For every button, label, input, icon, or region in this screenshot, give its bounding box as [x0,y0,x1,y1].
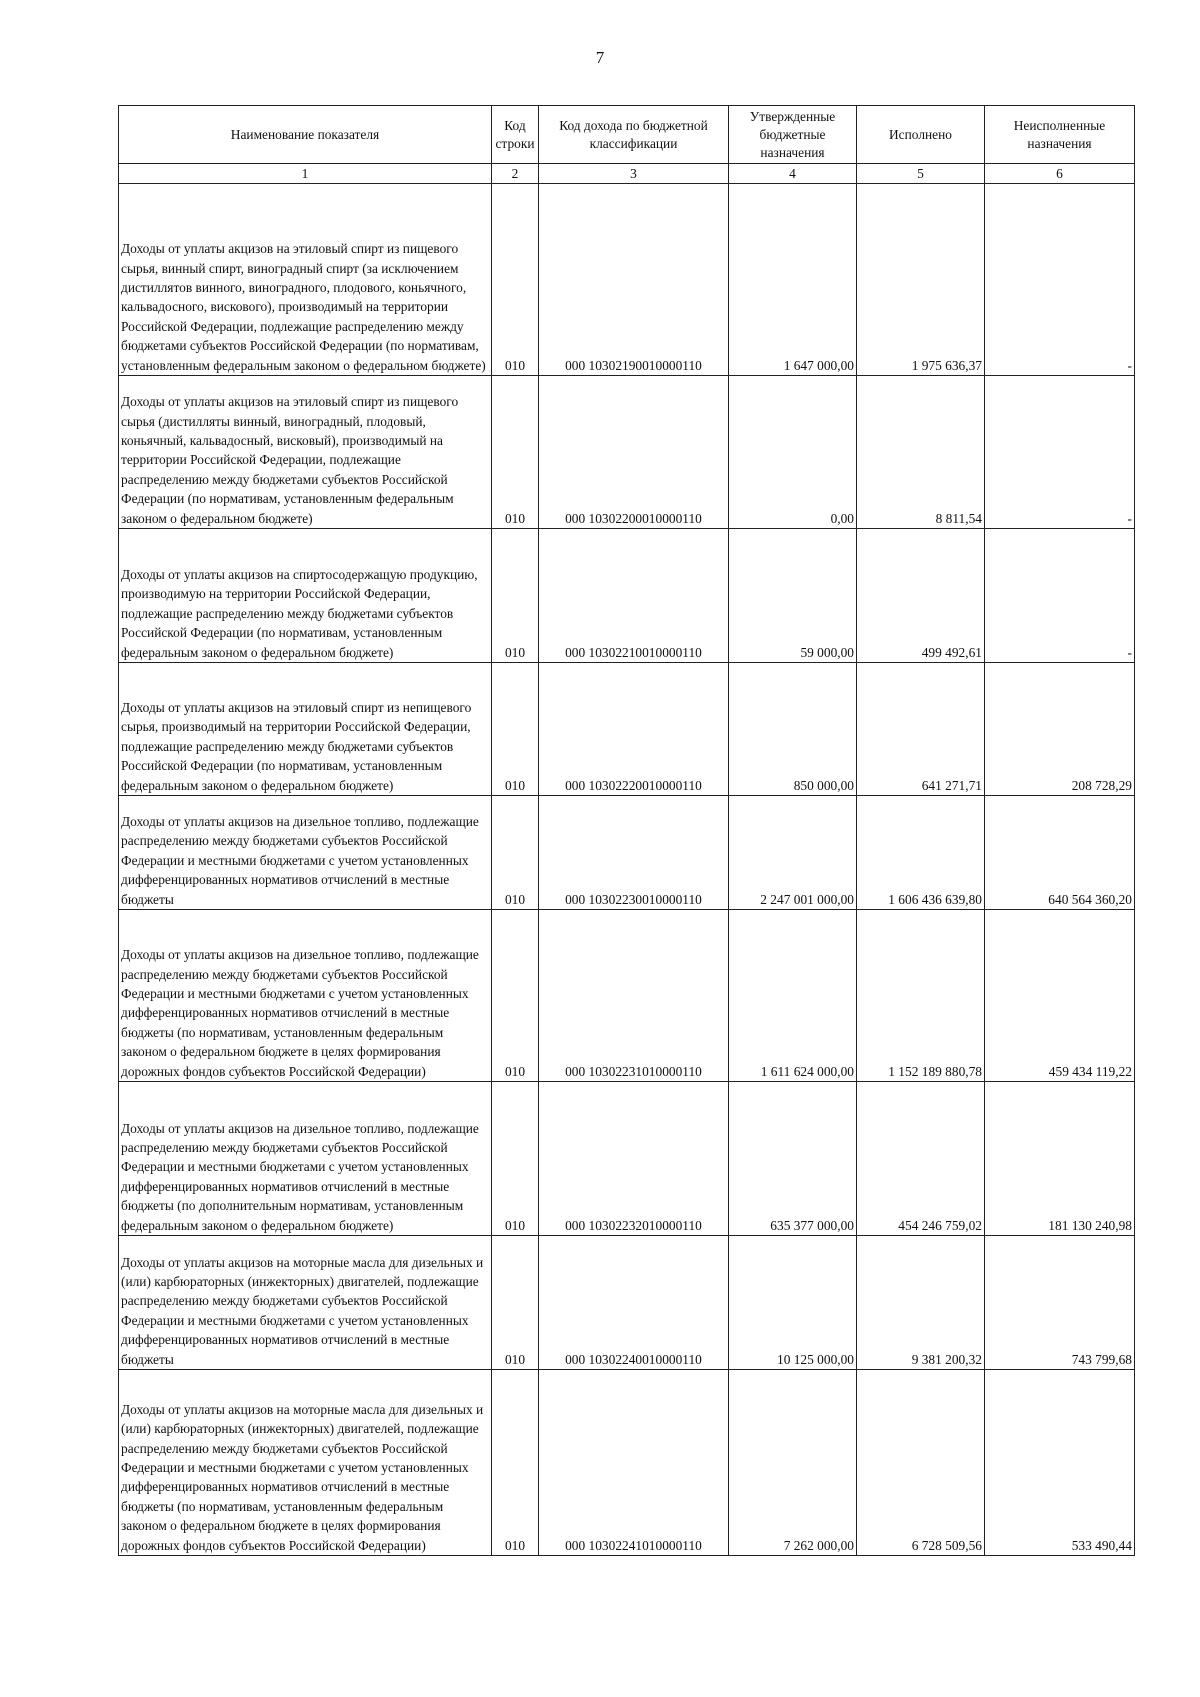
executed-amount: 499 492,61 [857,529,985,663]
column-number: 3 [539,164,729,184]
column-number: 5 [857,164,985,184]
indicator-name: Доходы от уплаты акцизов на моторные масла для дизельных и (или) карбюраторных (инжекторных) двигателей, подлежащие распределению между бюджетами субъектов Российской Федерации и местными бюджетами с учетом установленных дифференцированных нормативов отчислений в местные бюджеты (по нормативам, установленным федеральным законом о федеральном бюджете в целях формирования дорожных фондов субъектов Российской Федерации) [119,1370,492,1556]
executed-amount: 1 152 189 880,78 [857,910,985,1082]
executed-amount: 1 606 436 639,80 [857,796,985,910]
column-number: 6 [985,164,1135,184]
approved-amount: 0,00 [729,376,857,529]
page-number: 7 [595,48,605,67]
header-line-code: Код строки [492,106,539,164]
table-row [119,1370,1135,1556]
approved-amount: 59 000,00 [729,529,857,663]
approved-amount: 635 377 000,00 [729,1082,857,1236]
indicator-name: Доходы от уплаты акцизов на этиловый спирт из пищевого сырья, винный спирт, виноградный спирт (за исключением дистиллятов винного, виноградного, плодового, коньячного, кальвадосного, вискового), производимый на территории Российской Федерации, подлежащие распределению между бюджетами субъектов Российской Федерации (по нормативам, установленным федеральным законом о федеральном бюджете) [119,184,492,376]
revenue-code: 000 10302240010000110 [539,1236,729,1370]
executed-amount: 6 728 509,56 [857,1370,985,1556]
header-unexecuted: Неисполненные назначения [985,106,1135,164]
line-code: 010 [492,1370,539,1556]
line-code: 010 [492,1236,539,1370]
table-row [119,1236,1135,1370]
revenue-code: 000 10302241010000110 [539,1370,729,1556]
budget-revenue-table [118,105,1135,1556]
executed-amount: 8 811,54 [857,376,985,529]
revenue-code: 000 10302190010000110 [539,184,729,376]
column-number: 4 [729,164,857,184]
column-number: 2 [492,164,539,184]
executed-amount: 454 246 759,02 [857,1082,985,1236]
table-header-row [119,106,1135,164]
line-code: 010 [492,529,539,663]
indicator-name: Доходы от уплаты акцизов на этиловый спирт из непищевого сырья, производимый на территории Российской Федерации, подлежащие распределению между бюджетами субъектов Российской Федерации (по нормативам, установленным федеральным законом о федеральном бюджете) [119,663,492,796]
table-row [119,1082,1135,1236]
header-indicator-name: Наименование показателя [119,106,492,164]
unexecuted-amount: - [985,529,1135,663]
unexecuted-amount: 459 434 119,22 [985,910,1135,1082]
unexecuted-amount: 743 799,68 [985,1236,1135,1370]
approved-amount: 10 125 000,00 [729,1236,857,1370]
approved-amount: 850 000,00 [729,663,857,796]
indicator-name: Доходы от уплаты акцизов на моторные масла для дизельных и (или) карбюраторных (инжекторных) двигателей, подлежащие распределению между бюджетами субъектов Российской Федерации и местными бюджетами с учетом установленных дифференцированных нормативов отчислений в местные бюджеты [119,1236,492,1370]
approved-amount: 1 611 624 000,00 [729,910,857,1082]
table-row [119,796,1135,910]
unexecuted-amount: 208 728,29 [985,663,1135,796]
unexecuted-amount: 181 130 240,98 [985,1082,1135,1236]
table-row [119,529,1135,663]
line-code: 010 [492,1082,539,1236]
revenue-code: 000 10302200010000110 [539,376,729,529]
table-row [119,910,1135,1082]
revenue-code: 000 10302210010000110 [539,529,729,663]
indicator-name: Доходы от уплаты акцизов на дизельное топливо, подлежащие распределению между бюджетами субъектов Российской Федерации и местными бюджетами с учетом установленных дифференцированных нормативов отчислений в местные бюджеты (по дополнительным нормативам, установленным федеральным законом о федеральном бюджете) [119,1082,492,1236]
line-code: 010 [492,663,539,796]
approved-amount: 7 262 000,00 [729,1370,857,1556]
indicator-name: Доходы от уплаты акцизов на этиловый спирт из пищевого сырья (дистилляты винный, виноградный, плодовый, коньячный, кальвадосный, висковый), производимый на территории Российской Федерации, подлежащие распределению между бюджетами субъектов Российской Федерации (по нормативам, установленным федеральным законом о федеральном бюджете) [119,376,492,529]
executed-amount: 641 271,71 [857,663,985,796]
table-row [119,663,1135,796]
header-executed: Исполнено [857,106,985,164]
table-row [119,376,1135,529]
unexecuted-amount: 640 564 360,20 [985,796,1135,910]
approved-amount: 2 247 001 000,00 [729,796,857,910]
unexecuted-amount: - [985,184,1135,376]
table-row [119,184,1135,376]
line-code: 010 [492,184,539,376]
header-approved: Утвержденные бюджетные назначения [729,106,857,164]
column-number-row [119,164,1135,184]
line-code: 010 [492,910,539,1082]
revenue-code: 000 10302220010000110 [539,663,729,796]
indicator-name: Доходы от уплаты акцизов на дизельное топливо, подлежащие распределению между бюджетами субъектов Российской Федерации и местными бюджетами с учетом установленных дифференцированных нормативов отчислений в местные бюджеты (по нормативам, установленным федеральным законом о федеральном бюджете в целях формирования дорожных фондов субъектов Российской Федерации) [119,910,492,1082]
unexecuted-amount: - [985,376,1135,529]
line-code: 010 [492,796,539,910]
indicator-name: Доходы от уплаты акцизов на спиртосодержащую продукцию, производимую на территории Российской Федерации, подлежащие распределению между бюджетами субъектов Российской Федерации (по нормативам, установленным федеральным законом о федеральном бюджете) [119,529,492,663]
line-code: 010 [492,376,539,529]
approved-amount: 1 647 000,00 [729,184,857,376]
column-number: 1 [119,164,492,184]
executed-amount: 1 975 636,37 [857,184,985,376]
executed-amount: 9 381 200,32 [857,1236,985,1370]
unexecuted-amount: 533 490,44 [985,1370,1135,1556]
indicator-name: Доходы от уплаты акцизов на дизельное топливо, подлежащие распределению между бюджетами субъектов Российской Федерации и местными бюджетами с учетом установленных дифференцированных нормативов отчислений в местные бюджеты [119,796,492,910]
revenue-code: 000 10302230010000110 [539,796,729,910]
revenue-code: 000 10302232010000110 [539,1082,729,1236]
header-revenue-code: Код дохода по бюджетной классификации [539,106,729,164]
revenue-code: 000 10302231010000110 [539,910,729,1082]
